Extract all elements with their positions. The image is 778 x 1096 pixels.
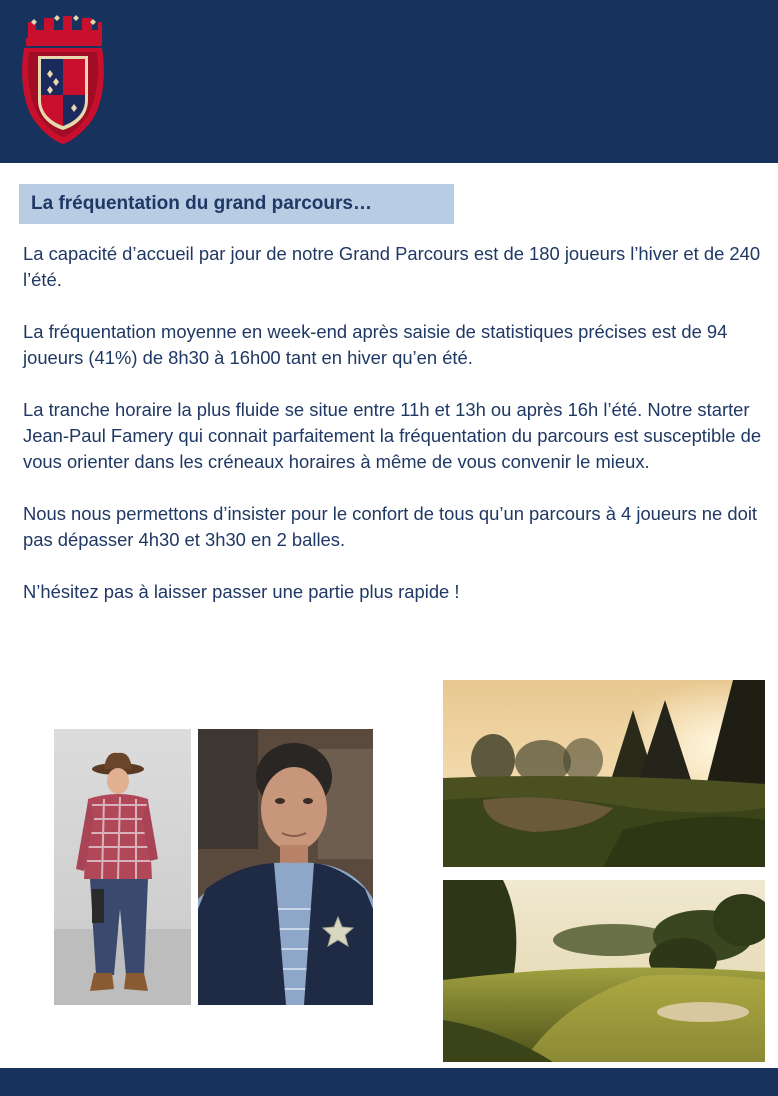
paragraph-pace-of-play: Nous nous permettons d’insister pour le confort de tous qu’un parcours à 4 joueurs ne doit pas dépasser 4h30 et 3h30 en 2 balles. xyxy=(23,503,758,550)
paragraph-attendance: La fréquentation moyenne en week-end après saisie de statistiques précises est de 94 joueurs (41%) de 8h30 à 16h00 tant en hiver qu’en été. xyxy=(23,321,728,368)
footer-band xyxy=(0,1068,778,1096)
section-title: La fréquentation du grand parcours… xyxy=(19,184,454,224)
golf-course-sunrise-photo xyxy=(443,680,765,867)
starter-full-body-photo xyxy=(54,729,191,1005)
starter-portrait-photo xyxy=(198,729,373,1005)
article-body xyxy=(23,241,763,631)
header-band xyxy=(0,0,778,163)
paragraph-capacity: La capacité d’accueil par jour de notre Grand Parcours est de 180 joueurs l’hiver et de 240 l’été. xyxy=(23,243,761,290)
paragraph-let-faster-through: N’hésitez pas à laisser passer une partie plus rapide ! xyxy=(23,581,460,602)
golf-course-fairway-photo xyxy=(443,880,765,1062)
paragraph-time-slots: La tranche horaire la plus fluide se situe entre 11h et 13h ou après 16h l’été. Notre starter Jean-Paul Famery qui connait parfaitement la fréquentation du parcours est susceptible de vous orienter dans les créneaux horaires à même de vous convenir le mieux. xyxy=(23,399,762,472)
coat-of-arms-icon xyxy=(20,12,106,148)
